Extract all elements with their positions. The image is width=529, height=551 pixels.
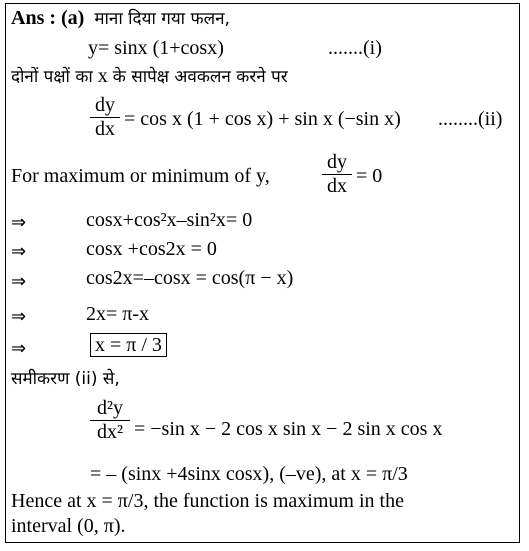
answer-heading-line	[11, 7, 230, 30]
fraction-denominator: dx²	[97, 421, 123, 443]
step-expression-part1: cos2x=–cosx =	[86, 267, 207, 289]
differentiate-line	[11, 65, 288, 88]
max-min-condition-text: For maximum or minimum of y,	[11, 165, 270, 187]
step-expression-part2: cos(π − x)	[211, 267, 294, 289]
result-box: x = π / 3	[90, 333, 167, 357]
step-expression	[86, 267, 293, 289]
conclusion-line-2: interval (0, π).	[11, 515, 126, 537]
function-equation: y= sinx (1+cosx)	[88, 37, 224, 59]
second-derivative-evaluated: = – (sinx +4sinx cosx), (–ve), at x = π/3	[90, 463, 408, 485]
hindi-intro: माना दिया गया फलन,	[94, 9, 230, 29]
fraction-dy-dx-2	[322, 151, 352, 197]
hindi-text-b: के सापेक्ष अवकलन करने पर	[112, 67, 288, 87]
second-derivative-expression: = −sin x − 2 cos x sin x − 2 sin x cos x	[134, 418, 443, 440]
answer-label: Ans : (a)	[11, 7, 85, 29]
fraction-d2y-dx2	[90, 397, 130, 443]
boxed-result	[90, 334, 167, 356]
conclusion-line-1: Hence at x = π/3, the function is maximum in the	[11, 490, 404, 512]
implies-arrow: ⇒	[11, 241, 27, 262]
step-expression: cosx+cos²x–sin²x= 0	[86, 209, 253, 231]
from-equation-line	[11, 367, 120, 390]
equation-tag-i: .......(i)	[328, 37, 382, 59]
fraction-numerator: d²y	[97, 397, 123, 419]
fraction-denominator: dx	[95, 118, 115, 140]
fraction-numerator: dy	[95, 94, 115, 116]
variable-x: x	[97, 65, 108, 87]
implies-arrow: ⇒	[11, 306, 27, 327]
fraction-denominator: dx	[327, 175, 347, 197]
implies-arrow: ⇒	[11, 212, 27, 233]
derivative-expression: = cos x (1 + cos x) + sin x (−sin x)	[124, 108, 401, 130]
step-expression: cosx +cos2x = 0	[86, 238, 217, 260]
equation-tag-ii: ........(ii)	[438, 108, 503, 130]
step-expression: 2x= π-x	[86, 303, 150, 325]
condition-rhs: = 0	[356, 165, 383, 187]
hindi-from-equation: समीकरण (ii) से,	[11, 369, 120, 389]
fraction-dy-dx	[90, 94, 120, 140]
fraction-numerator: dy	[327, 151, 347, 173]
implies-arrow: ⇒	[11, 338, 27, 359]
hindi-text-a: दोनों पक्षों का	[11, 67, 93, 87]
implies-arrow: ⇒	[11, 271, 27, 292]
